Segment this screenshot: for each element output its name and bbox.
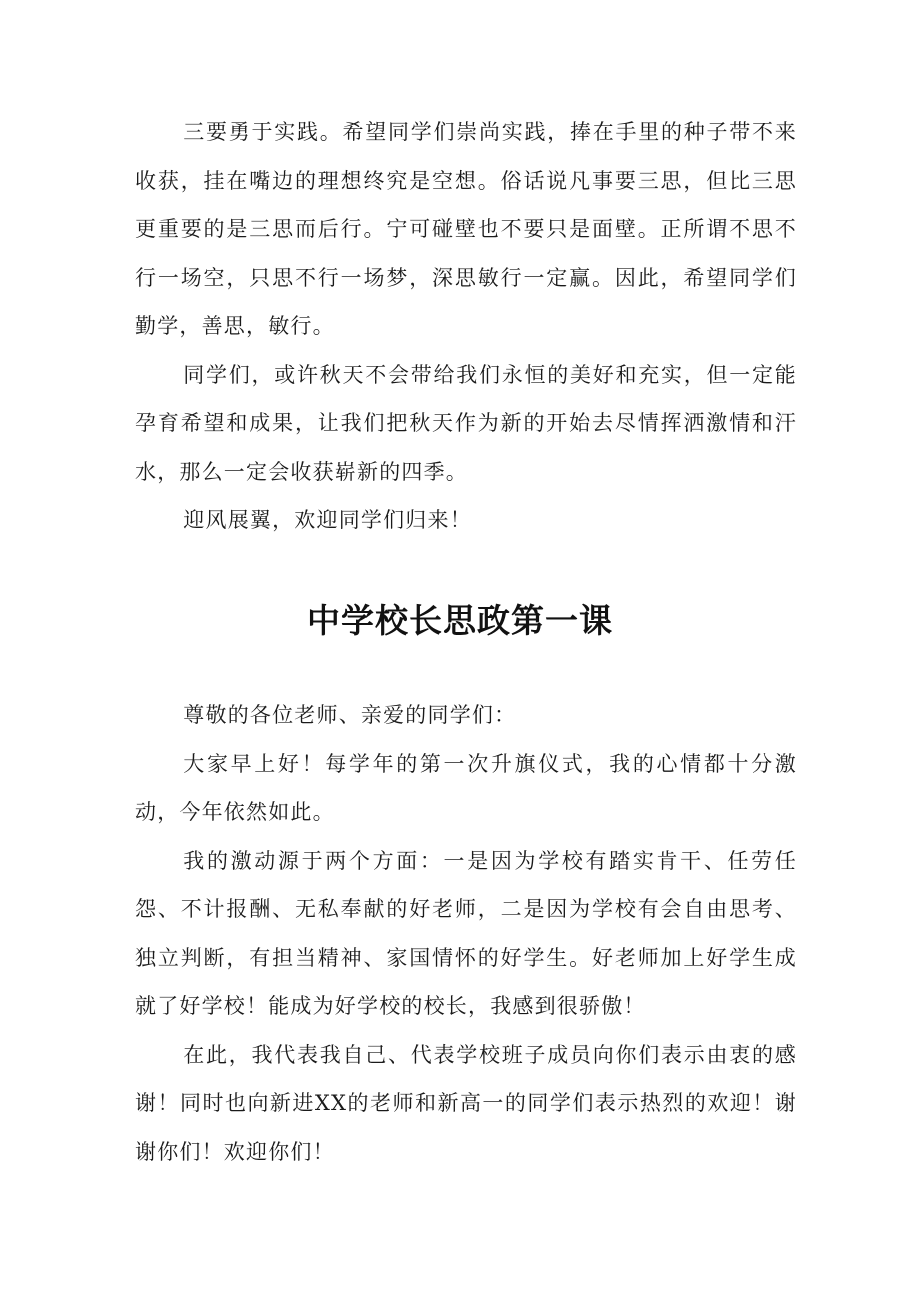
paragraph-autumn: 同学们，或许秋天不会带给我们永恒的美好和充实，但一定能孕育希望和成果，让我们把秋天作为新的开始去尽情挥洒激情和汗水，那么一定会收获崭新的四季。 xyxy=(135,362,797,484)
speech-body xyxy=(135,691,797,1176)
paragraph-excitement: 我的激动源于两个方面：一是因为学校有踏实肯干、任劳任怨、不计报酬、无私奉献的好老师，二是因为学校有会自由思考、独立判断，有担当精神、家国情怀的好学生。好老师加上好学生成就了好学校！能成为好学校的校长，我感到很骄傲！ xyxy=(135,848,797,1018)
paragraph-salutation: 尊敬的各位老师、亲爱的同学们： xyxy=(183,703,517,727)
paragraph-thanks: 在此，我代表我自己、代表学校班子成员向你们表示由衷的感谢！同时也向新进XX的老师和新高一的同学们表示热烈的欢迎！谢谢你们！欢迎你们！ xyxy=(135,1042,797,1164)
paragraph-practice: 三要勇于实践。希望同学们崇尚实践，捧在手里的种子带不来收获，挂在嘴边的理想终究是空想。俗话说凡事要三思，但比三思更重要的是三思而后行。宁可碰壁也不要只是面壁。正所谓不思不行一场空，只思不行一场梦，深思敏行一定赢。因此，希望同学们勤学，善思，敏行。 xyxy=(135,120,797,338)
page-title: 中学校长思政第一课 xyxy=(307,601,613,640)
paragraph-greeting: 大家早上好！每学年的第一次升旗仪式，我的心情都十分激动，今年依然如此。 xyxy=(135,751,797,824)
previous-speech-ending xyxy=(135,108,797,545)
paragraph-welcome-back: 迎风展翼，欢迎同学们归来！ xyxy=(183,508,472,532)
